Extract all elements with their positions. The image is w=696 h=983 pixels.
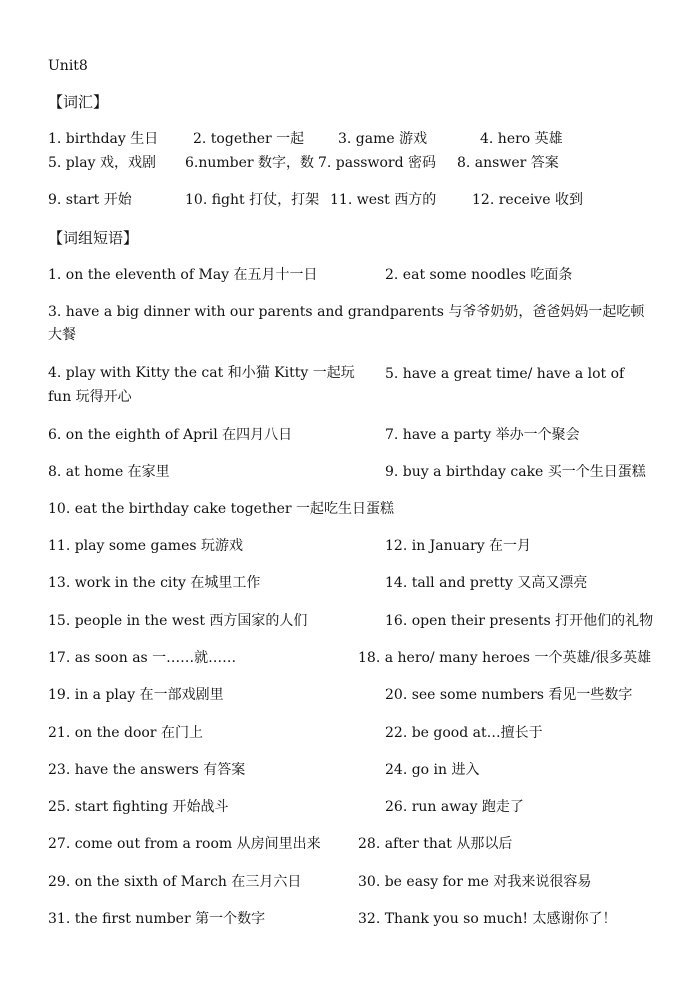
phrase-item: 13. work in the city 在城里工作 <box>48 575 261 591</box>
phrase-item: 4. play with Kitty the cat 和小猫 Kitty 一起玩 <box>48 365 355 381</box>
phrase-item: 8. at home 在家里 <box>48 464 170 480</box>
phrase-item: 27. come out from a room 从房间里出来 <box>48 836 321 852</box>
vocab-heading: 【词汇】 <box>48 93 109 111</box>
phrase-item: 20. see some numbers 看见一些数字 <box>385 687 633 703</box>
vocab-item: 6.number 数字，数 <box>185 155 315 171</box>
unit-title: Unit8 <box>48 58 88 74</box>
phrase-item: 5. have a great time/ have a lot of fun 玩得开心 <box>48 366 625 405</box>
phrase-item: 9. buy a birthday cake 买一个生日蛋糕 <box>385 464 646 480</box>
phrase-item: 22. be good at…擅长于 <box>385 725 543 741</box>
vocab-item: 1. birthday 生日 <box>48 131 159 147</box>
phrase-item: 11. play some games 玩游戏 <box>48 538 243 554</box>
vocab-item: 8. answer 答案 <box>457 155 559 171</box>
phrase-item: 23. have the answers 有答案 <box>48 762 246 778</box>
phrase-item: 6. on the eighth of April 在四月八日 <box>48 427 293 443</box>
phrase-item: 28. after that 从那以后 <box>358 836 513 852</box>
vocab-item: 4. hero 英雄 <box>480 131 563 147</box>
phrase-item: 2. eat some noodles 吃面条 <box>385 267 573 283</box>
phrase-item: 17. as soon as 一……就…… <box>48 650 237 666</box>
vocab-item: 9. start 开始 <box>48 192 132 208</box>
phrase-item: 15. people in the west 西方国家的人们 <box>48 613 308 629</box>
phrase-item: 19. in a play 在一部戏剧里 <box>48 687 224 703</box>
phrase-item: 12. in January 在一月 <box>385 538 532 554</box>
vocab-item: 5. play 戏，戏剧 <box>48 155 156 171</box>
phrase-item: 14. tall and pretty 又高又漂亮 <box>385 575 588 591</box>
vocab-item: 3. game 游戏 <box>338 131 428 147</box>
phrase-item: 3. have a big dinner with our parents and grandparents 与爷爷奶奶，爸爸妈妈一起吃顿大餐 <box>48 304 645 343</box>
vocab-item: 10. fight 打仗，打架 <box>185 192 320 208</box>
phrase-item: 16. open their presents 打开他们的礼物 <box>385 613 654 629</box>
phrase-item: 25. start fighting 开始战斗 <box>48 799 229 815</box>
phrase-item: 24. go in 进入 <box>385 762 480 778</box>
vocab-item: 12. receive 收到 <box>472 192 583 208</box>
phrase-item: 10. eat the birthday cake together 一起吃生日蛋糕 <box>48 501 395 517</box>
phrase-item: 26. run away 跑走了 <box>385 799 524 815</box>
phrase-item: 18. a hero/ many heroes 一个英雄/很多英雄 <box>358 650 652 666</box>
phrase-item: 29. on the sixth of March 在三月六日 <box>48 874 302 890</box>
phrase-item: 31. the first number 第一个数字 <box>48 911 266 927</box>
vocab-item: 7. password 密码 <box>318 155 437 171</box>
vocab-item: 11. west 西方的 <box>330 192 437 208</box>
phrase-item: 30. be easy for me 对我来说很容易 <box>358 874 592 890</box>
phrase-item: 7. have a party 举办一个聚会 <box>385 427 580 443</box>
phrase-item: 21. on the door 在门上 <box>48 725 203 741</box>
phrase-heading: 【词组短语】 <box>48 229 139 247</box>
phrase-item: 1. on the eleventh of May 在五月十一日 <box>48 267 318 283</box>
phrase-item: 32. Thank you so much! 太感谢你了！ <box>358 911 617 927</box>
vocab-item: 2. together 一起 <box>193 131 305 147</box>
